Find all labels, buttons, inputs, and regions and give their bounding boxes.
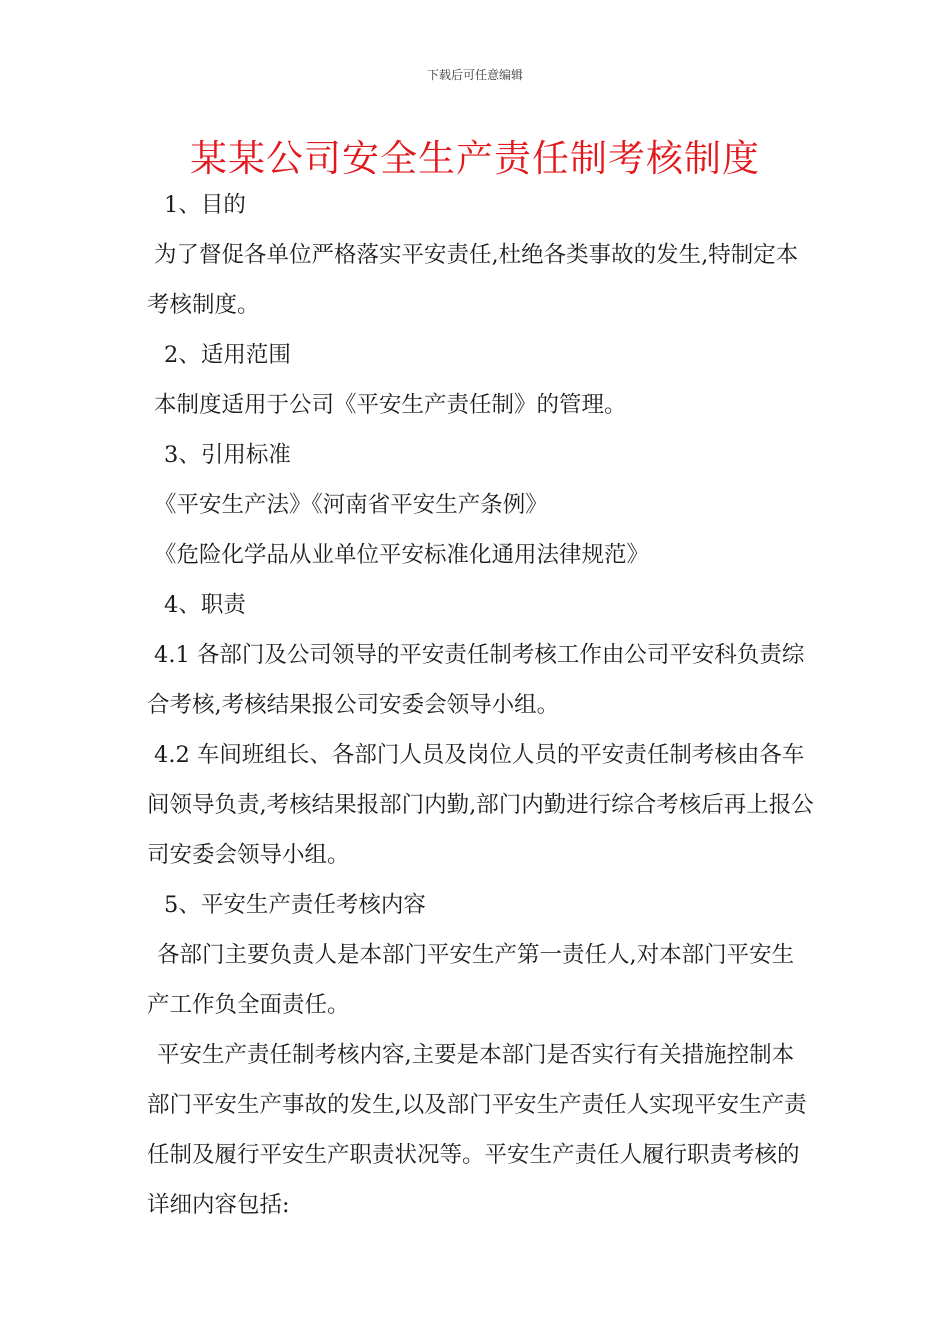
paragraph-line: 4.1 各部门及公司领导的平安责任制考核工作由公司平安科负责综 [154, 642, 805, 668]
paragraph-line: 间领导负责,考核结果报部门内勤,部门内勤进行综合考核后再上报公 [147, 792, 814, 818]
paragraph-line: 《平安生产法》《河南省平安生产条例》 [154, 492, 548, 518]
paragraph-line: 详细内容包括: [147, 1192, 290, 1218]
section-heading: 1、目的 [164, 192, 246, 218]
paragraph-line: 产工作负全面责任。 [147, 992, 350, 1018]
paragraph-line: 平安生产责任制考核内容,主要是本部门是否实行有关措施控制本 [157, 1042, 795, 1068]
document-title: 某某公司安全生产责任制考核制度 [190, 137, 760, 180]
paragraph-line: 各部门主要负责人是本部门平安生产第一责任人,对本部门平安生 [157, 942, 795, 968]
document-body [147, 180, 814, 1230]
section-heading: 4、职责 [164, 592, 246, 618]
section-heading: 3、引用标准 [164, 442, 291, 468]
section-heading: 5、平安生产责任考核内容 [164, 892, 426, 918]
paragraph-line: 部门平安生产事故的发生,以及部门平安生产责任人实现平安生产责 [147, 1092, 807, 1118]
paragraph-line: 为了督促各单位严格落实平安责任,杜绝各类事故的发生,特制定本 [154, 242, 799, 268]
header-note: 下载后可任意编辑 [426, 68, 523, 82]
paragraph-line: 司安委会领导小组。 [147, 842, 350, 868]
paragraph-line: 考核制度。 [147, 292, 260, 318]
paragraph-line: 任制及履行平安生产职责状况等。平安生产责任人履行职责考核的 [147, 1142, 800, 1168]
section-heading: 2、适用范围 [164, 342, 291, 368]
paragraph-line: 本制度适用于公司《平安生产责任制》的管理。 [154, 392, 627, 418]
paragraph-line: 《危险化学品从业单位平安标准化通用法律规范》 [154, 542, 650, 568]
paragraph-line: 合考核,考核结果报公司安委会领导小组。 [147, 692, 560, 718]
paragraph-line: 4.2 车间班组长、各部门人员及岗位人员的平安责任制考核由各车 [154, 742, 805, 768]
